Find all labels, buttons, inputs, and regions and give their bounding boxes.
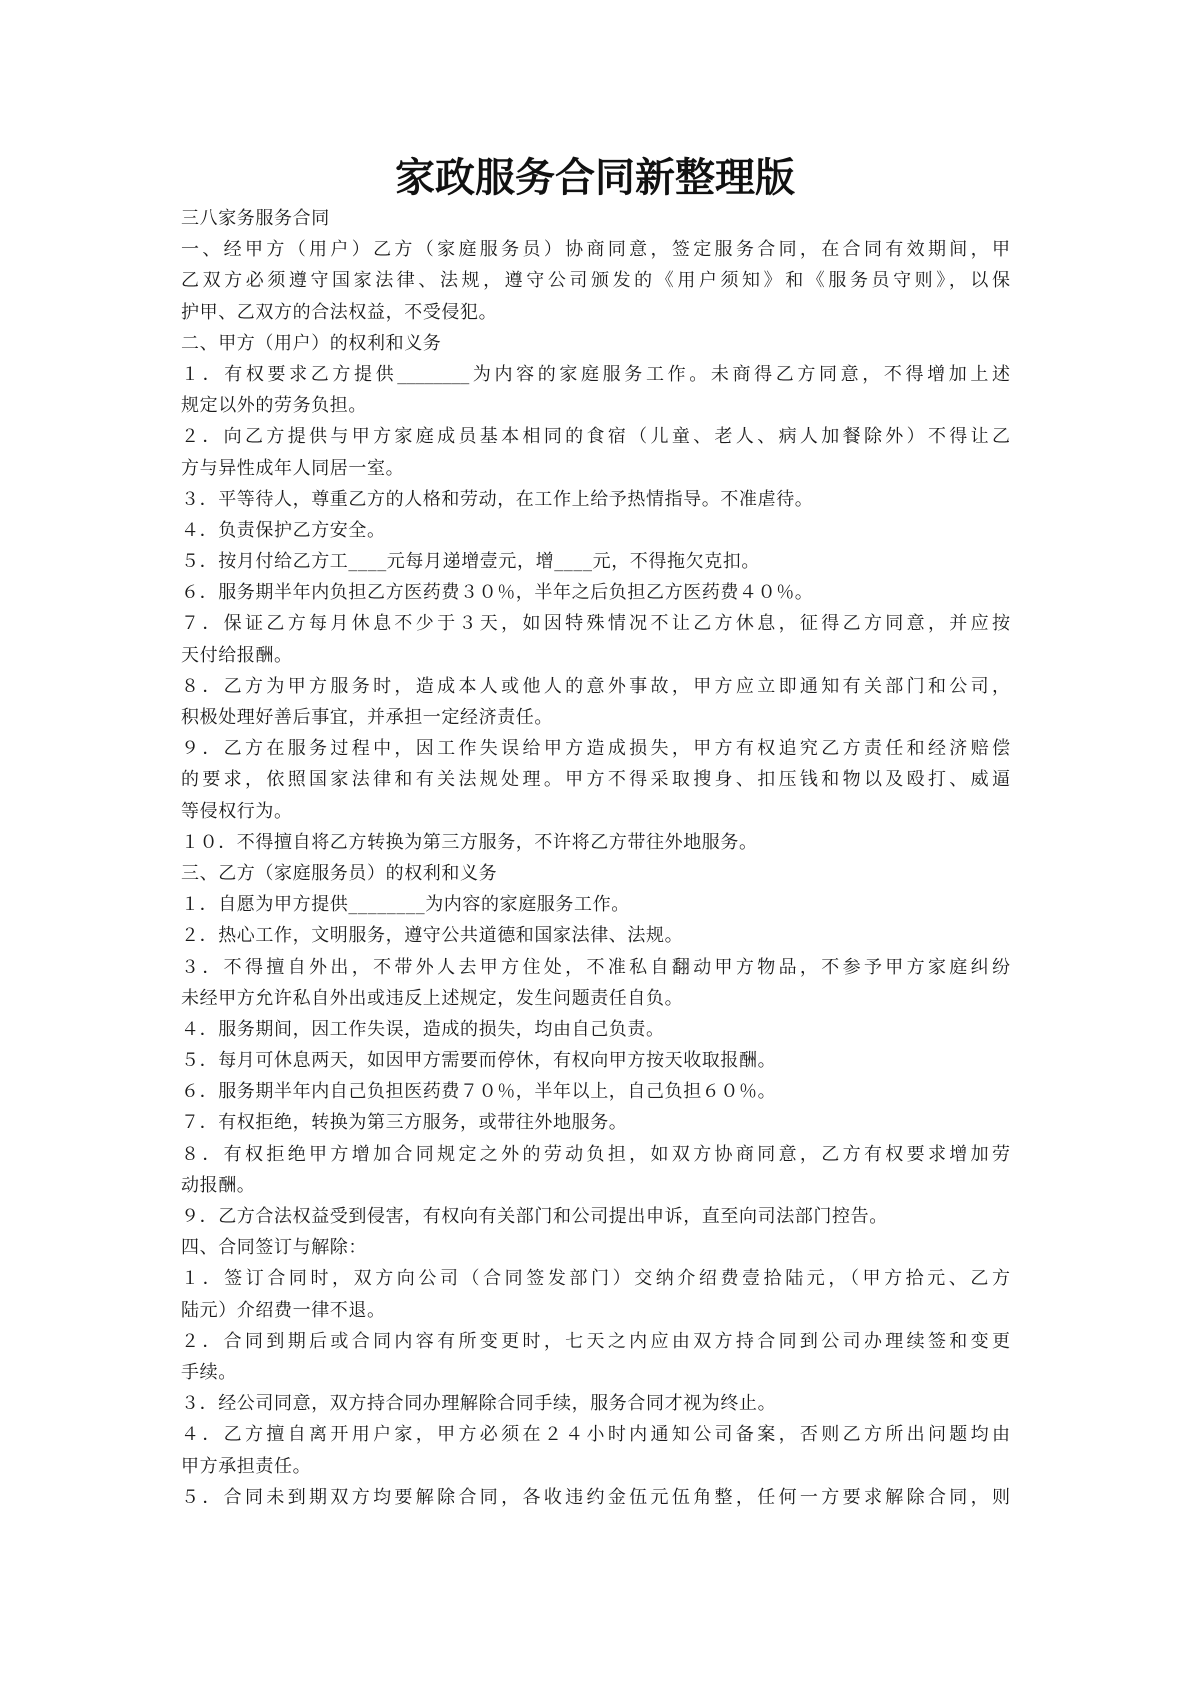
document-line: １．签订合同时，双方向公司（合同签发部门）交纳介绍费壹拾陆元，（甲方拾元、乙方	[181, 1268, 1010, 1290]
document-title: 家政服务合同新整理版	[395, 154, 795, 201]
document-line: 积极处理好善后事宜，并承担一定经济责任。	[181, 707, 553, 728]
document-line: ８．乙方为甲方服务时，造成本人或他人的意外事故，甲方应立即通知有关部门和公司，	[181, 675, 1010, 697]
document-line: ９．乙方在服务过程中，因工作失误给甲方造成损失，甲方有权追究乙方责任和经济赔偿	[181, 738, 1010, 760]
document-line: 手续。	[181, 1361, 237, 1383]
document-line: ４．乙方擅自离开用户家，甲方必须在２４小时内通知公司备案，否则乙方所出问题均由	[181, 1424, 1010, 1446]
document-line: 方与异性成年人同居一室。	[181, 457, 405, 479]
document-line: ３．经公司同意，双方持合同办理解除合同手续，服务合同才视为终止。	[181, 1393, 777, 1415]
document-line: 等侵权行为。	[181, 800, 293, 822]
document-line: ４．服务期间，因工作失误，造成的损失，均由自己负责。	[181, 1018, 665, 1040]
document-line: ６．服务期半年内自己负担医药费７０％，半年以上，自己负担６０％。	[181, 1081, 777, 1103]
document-line: 天付给报酬。	[181, 644, 293, 666]
document-line: ５．按月付给乙方工____元每月递增壹元，增____元，不得拖欠克扣。	[181, 551, 760, 573]
document-line: 四、合同签订与解除：	[181, 1237, 367, 1259]
document-line: １０．不得擅自将乙方转换为第三方服务，不许将乙方带往外地服务。	[181, 831, 758, 853]
document-line: 一、经甲方（用户）乙方（家庭服务员）协商同意，签定服务合同，在合同有效期间，甲	[181, 239, 1010, 261]
document-line: ２．向乙方提供与甲方家庭成员基本相同的食宿（儿童、老人、病人加餐除外）不得让乙	[181, 426, 1010, 448]
document-line: ８．有权拒绝甲方增加合同规定之外的劳动负担，如双方协商同意，乙方有权要求增加劳	[181, 1143, 1010, 1165]
document-line: 护甲、乙双方的合法权益，不受侵犯。	[181, 301, 498, 323]
document-line: 动报酬。	[181, 1174, 256, 1196]
document-body	[181, 203, 1021, 1513]
document-line: 的要求，依照国家法律和有关法规处理。甲方不得采取搜身、扣压钱和物以及殴打、威逼	[181, 769, 1010, 791]
document-line: ２．热心工作，文明服务，遵守公共道德和国家法律、法规。	[181, 925, 684, 947]
document-line: ２．合同到期后或合同内容有所变更时，七天之内应由双方持合同到公司办理续签和变更	[181, 1330, 1010, 1352]
document-line: ３．平等待人，尊重乙方的人格和劳动，在工作上给予热情指导。不准虐待。	[181, 488, 814, 510]
document-line: ３．不得擅自外出，不带外人去甲方住处，不准私自翻动甲方物品，不参予甲方家庭纠纷	[181, 956, 1010, 978]
document-line: 甲方承担责任。	[181, 1455, 312, 1477]
document-line: ５．每月可休息两天，如因甲方需要而停休，有权向甲方按天收取报酬。	[181, 1050, 777, 1072]
document-line: 规定以外的劳务负担。	[181, 395, 367, 417]
document-line: ７．保证乙方每月休息不少于３天，如因特殊情况不让乙方休息，征得乙方同意，并应按	[181, 613, 1010, 635]
document-line: 未经甲方允许私自外出或违反上述规定，发生问题责任自负。	[181, 987, 684, 1009]
document-line: ５．合同未到期双方均要解除合同，各收违约金伍元伍角整，任何一方要求解除合同，则	[181, 1486, 1010, 1508]
document-line: 陆元）介绍费一律不退。	[181, 1299, 386, 1321]
document-line: ４．负责保护乙方安全。	[181, 519, 386, 541]
document-line: 二、甲方（用户）的权利和义务	[181, 332, 442, 354]
document-line: １．有权要求乙方提供________为内容的家庭服务工作。未商得乙方同意，不得增加上述	[181, 363, 1010, 385]
document-line: ７．有权拒绝，转换为第三方服务，或带往外地服务。	[181, 1112, 628, 1134]
document-line: 三、乙方（家庭服务员）的权利和义务	[181, 862, 498, 884]
document-line: 三八家务服务合同	[181, 208, 330, 229]
document-line: 乙双方必须遵守国家法律、法规，遵守公司颁发的《用户须知》和《服务员守则》，以保	[181, 270, 1010, 292]
document-line: １．自愿为甲方提供________为内容的家庭服务工作。	[181, 894, 630, 916]
document-line: ６．服务期半年内负担乙方医药费３０％，半年之后负担乙方医药费４０％。	[181, 582, 814, 604]
document-line: ９．乙方合法权益受到侵害，有权向有关部门和公司提出申诉，直至向司法部门控告。	[181, 1206, 888, 1227]
